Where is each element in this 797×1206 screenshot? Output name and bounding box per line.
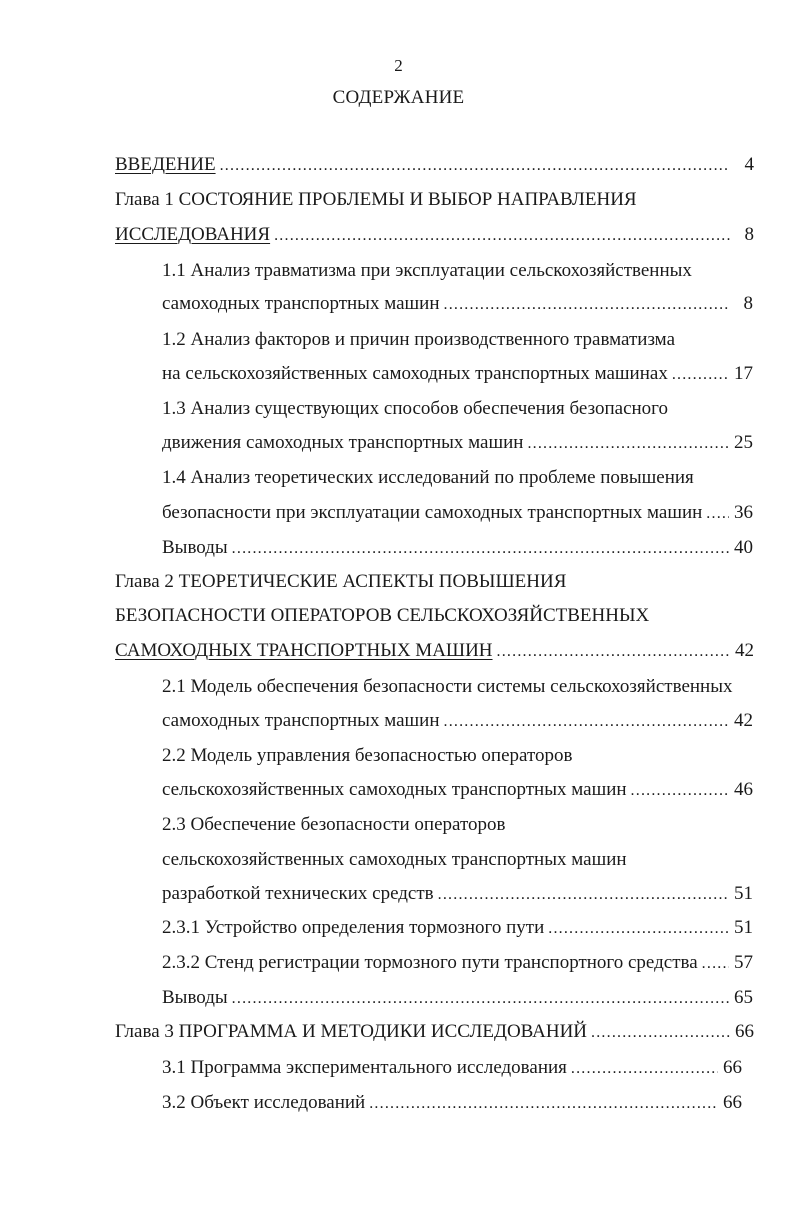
toc-leader-dots — [232, 987, 729, 1011]
toc-label: Глава 3 ПРОГРАММА И МЕТОДИКИ ИССЛЕДОВАНИЙ — [115, 1021, 588, 1042]
toc-leader-dots — [591, 1021, 730, 1045]
toc-chapter-1-conclusions[interactable] — [162, 536, 753, 561]
toc-label: ВВЕДЕНИЕ — [115, 154, 216, 175]
toc-page-number: 65 — [734, 987, 753, 1008]
toc-section-2-3-2[interactable] — [162, 951, 753, 976]
page-number: 2 — [394, 56, 403, 75]
toc-page-number: 8 — [743, 293, 753, 314]
toc-leader-dots — [672, 363, 729, 387]
toc-label: движения самоходных транспортных машин — [162, 432, 524, 453]
toc-leader-dots — [706, 502, 729, 526]
toc-leader-dots — [438, 883, 729, 907]
toc-page-number: 40 — [734, 537, 753, 558]
toc-leader-dots — [444, 293, 730, 317]
toc-page-number: 8 — [744, 224, 754, 245]
toc-section-3-2[interactable] — [162, 1091, 742, 1116]
toc-label: 3.2 Объект исследований — [162, 1092, 366, 1113]
toc-label: самоходных транспортных машин — [162, 293, 440, 314]
toc-page-number: 51 — [734, 883, 753, 904]
toc-section-1-3[interactable] — [162, 431, 753, 456]
toc-chapter-2-conclusions[interactable] — [162, 986, 753, 1011]
toc-chapter-1-line1[interactable]: Глава 1 СОСТОЯНИЕ ПРОБЛЕМЫ И ВЫБОР НАПРАВЛЕНИЯ — [115, 189, 637, 210]
toc-page-number: 46 — [734, 779, 753, 800]
toc-section-1-2-line1[interactable]: 1.2 Анализ факторов и причин производственного травматизма — [162, 329, 676, 350]
toc-chapter-1[interactable] — [115, 223, 754, 248]
toc-leader-dots — [274, 224, 730, 248]
toc-leader-dots — [369, 1092, 718, 1116]
toc-leader-dots — [220, 154, 730, 178]
toc-page-number: 42 — [734, 710, 753, 731]
toc-page-number: 42 — [735, 640, 754, 661]
toc-chapter-2[interactable] — [115, 639, 754, 664]
toc-section-1-3-line1[interactable]: 1.3 Анализ существующих способов обеспечения безопасного — [162, 398, 669, 419]
toc-section-1-1-line1[interactable]: 1.1 Анализ травматизма при эксплуатации сельскохозяйственных — [162, 260, 692, 281]
toc-leader-dots — [497, 640, 730, 664]
toc-page-number: 36 — [734, 502, 753, 523]
toc-chapter-2-line1[interactable]: Глава 2 ТЕОРЕТИЧЕСКИЕ АСПЕКТЫ ПОВЫШЕНИЯ — [115, 571, 567, 592]
toc-leader-dots — [631, 779, 729, 803]
toc-page-number: 51 — [734, 917, 753, 938]
toc-page-number: 25 — [734, 432, 753, 453]
toc-label: 3.1 Программа экспериментального исследования — [162, 1057, 567, 1078]
page-title: СОДЕРЖАНИЕ — [332, 87, 465, 108]
toc-section-1-1[interactable] — [162, 292, 753, 317]
toc-page-number: 57 — [734, 952, 753, 973]
toc-label: самоходных транспортных машин — [162, 710, 440, 731]
toc-leader-dots — [527, 432, 729, 456]
toc-chapter-2-line2[interactable]: БЕЗОПАСНОСТИ ОПЕРАТОРОВ СЕЛЬСКОХОЗЯЙСТВЕННЫХ — [115, 605, 650, 626]
toc-leader-dots — [702, 952, 729, 976]
toc-section-1-4-line1[interactable]: 1.4 Анализ теоретических исследований по проблеме повышения — [162, 467, 694, 488]
toc-label: САМОХОДНЫХ ТРАНСПОРТНЫХ МАШИН — [115, 640, 493, 661]
toc-label: Выводы — [162, 987, 228, 1008]
toc-section-2-3[interactable] — [162, 882, 753, 907]
toc-page-number: 66 — [735, 1021, 754, 1042]
toc-label: разработкой технических средств — [162, 883, 434, 904]
toc-label: 2.3.2 Стенд регистрации тормозного пути транспортного средства — [162, 952, 698, 973]
toc-section-2-2-line1[interactable]: 2.2 Модель управления безопасностью операторов — [162, 745, 573, 766]
toc-entry-intro[interactable] — [115, 153, 754, 178]
toc-page-number: 4 — [744, 154, 754, 175]
toc-leader-dots — [444, 710, 730, 734]
toc-page-number: 17 — [734, 363, 753, 384]
toc-label: ИССЛЕДОВАНИЯ — [115, 224, 271, 245]
toc-section-3-1[interactable] — [162, 1056, 742, 1081]
toc-leader-dots — [548, 917, 729, 941]
toc-section-2-2[interactable] — [162, 778, 753, 803]
toc-section-2-3-line1[interactable]: 2.3 Обеспечение безопасности операторов — [162, 814, 506, 835]
toc-label: безопасности при эксплуатации самоходных транспортных машин — [162, 502, 703, 523]
toc-page-number: 66 — [723, 1057, 742, 1078]
toc-section-1-2[interactable] — [162, 362, 753, 387]
toc-label: на сельскохозяйственных самоходных транспортных машинах — [162, 363, 668, 384]
toc-section-2-1-line1[interactable]: 2.1 Модель обеспечения безопасности системы сельскохозяйственных — [162, 676, 733, 697]
toc-chapter-3[interactable] — [115, 1020, 754, 1045]
toc-section-1-4[interactable] — [162, 501, 753, 526]
toc-label: сельскохозяйственных самоходных транспортных машин — [162, 779, 627, 800]
toc-label: 2.3.1 Устройство определения тормозного пути — [162, 917, 545, 938]
toc-label: Выводы — [162, 537, 228, 558]
toc-section-2-1[interactable] — [162, 709, 753, 734]
toc-page-number: 66 — [723, 1092, 742, 1113]
toc-section-2-3-1[interactable] — [162, 916, 753, 941]
toc-leader-dots — [232, 537, 729, 561]
toc-section-2-3-line2[interactable]: сельскохозяйственных самоходных транспортных машин — [162, 849, 627, 870]
toc-leader-dots — [571, 1057, 718, 1081]
